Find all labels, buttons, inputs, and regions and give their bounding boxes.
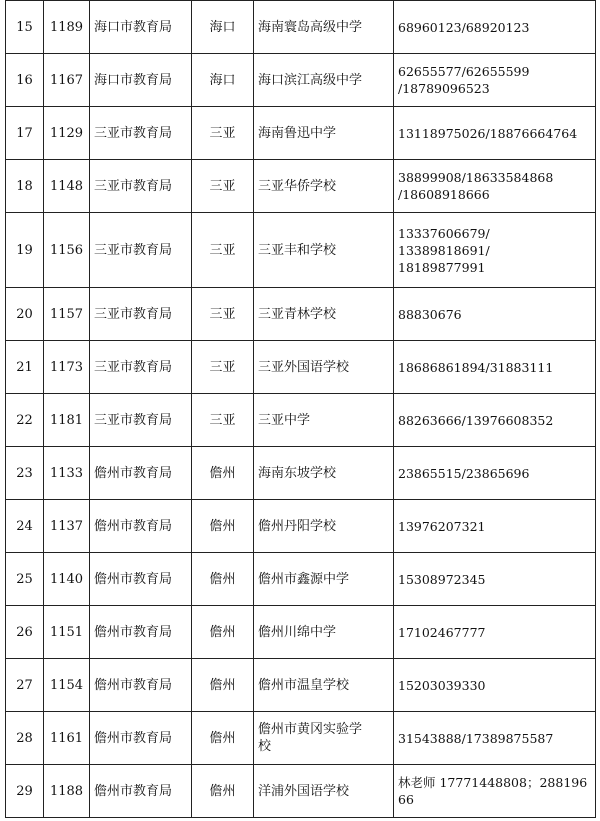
row-number: 21 — [6, 341, 44, 394]
row-number: 23 — [6, 447, 44, 500]
table-row — [6, 553, 596, 606]
school-name: 海口滨江高级中学 — [254, 54, 394, 107]
school-name: 儋州川绵中学 — [254, 606, 394, 659]
school-name: 三亚外国语学校 — [254, 341, 394, 394]
table-row — [6, 659, 596, 712]
school-code: 1133 — [44, 447, 90, 500]
school-code: 1154 — [44, 659, 90, 712]
education-bureau: 儋州市教育局 — [90, 765, 192, 818]
row-number: 19 — [6, 213, 44, 288]
school-name: 洋浦外国语学校 — [254, 765, 394, 818]
row-number: 18 — [6, 160, 44, 213]
education-bureau: 儋州市教育局 — [90, 659, 192, 712]
contact-phone: 15203039330 — [394, 659, 596, 712]
table-row — [6, 394, 596, 447]
school-code: 1148 — [44, 160, 90, 213]
school-code: 1129 — [44, 107, 90, 160]
contact-phone: 68960123/68920123 — [394, 1, 596, 54]
row-number: 26 — [6, 606, 44, 659]
contact-phone: 林老师 17771448808；28819666 — [394, 765, 596, 818]
education-bureau: 儋州市教育局 — [90, 447, 192, 500]
school-name: 三亚丰和学校 — [254, 213, 394, 288]
contact-phone: 13976207321 — [394, 500, 596, 553]
education-bureau: 儋州市教育局 — [90, 500, 192, 553]
school-name: 三亚中学 — [254, 394, 394, 447]
school-name: 三亚青林学校 — [254, 288, 394, 341]
education-bureau: 三亚市教育局 — [90, 160, 192, 213]
city-name: 三亚 — [192, 288, 254, 341]
table-row — [6, 341, 596, 394]
city-name: 儋州 — [192, 659, 254, 712]
school-name: 海南东坡学校 — [254, 447, 394, 500]
city-name: 儋州 — [192, 553, 254, 606]
table-row — [6, 213, 596, 288]
city-name: 海口 — [192, 1, 254, 54]
school-name: 三亚华侨学校 — [254, 160, 394, 213]
school-table — [5, 0, 596, 818]
city-name: 儋州 — [192, 712, 254, 765]
education-bureau: 儋州市教育局 — [90, 553, 192, 606]
table-row — [6, 712, 596, 765]
school-code: 1188 — [44, 765, 90, 818]
city-name: 海口 — [192, 54, 254, 107]
school-code: 1167 — [44, 54, 90, 107]
school-code: 1173 — [44, 341, 90, 394]
row-number: 16 — [6, 54, 44, 107]
school-name: 海南寰岛高级中学 — [254, 1, 394, 54]
city-name: 儋州 — [192, 765, 254, 818]
school-table-body — [6, 1, 596, 818]
school-name: 儋州市黄冈实验学 校 — [254, 712, 394, 765]
education-bureau: 三亚市教育局 — [90, 341, 192, 394]
contact-phone: 18686861894/31883111 — [394, 341, 596, 394]
contact-phone: 38899908/18633584868 /18608918666 — [394, 160, 596, 213]
table-row — [6, 500, 596, 553]
city-name: 三亚 — [192, 341, 254, 394]
table-row — [6, 54, 596, 107]
row-number: 27 — [6, 659, 44, 712]
contact-phone: 23865515/23865696 — [394, 447, 596, 500]
education-bureau: 三亚市教育局 — [90, 394, 192, 447]
school-code: 1181 — [44, 394, 90, 447]
row-number: 28 — [6, 712, 44, 765]
school-name: 海南鲁迅中学 — [254, 107, 394, 160]
contact-phone: 31543888/17389875587 — [394, 712, 596, 765]
school-code: 1157 — [44, 288, 90, 341]
contact-phone: 13337606679/ 13389818691/ 18189877991 — [394, 213, 596, 288]
contact-phone: 15308972345 — [394, 553, 596, 606]
row-number: 17 — [6, 107, 44, 160]
contact-phone: 62655577/62655599 /18789096523 — [394, 54, 596, 107]
city-name: 三亚 — [192, 394, 254, 447]
education-bureau: 三亚市教育局 — [90, 107, 192, 160]
row-number: 24 — [6, 500, 44, 553]
row-number: 20 — [6, 288, 44, 341]
table-row — [6, 447, 596, 500]
city-name: 儋州 — [192, 500, 254, 553]
school-name: 儋州丹阳学校 — [254, 500, 394, 553]
contact-phone: 88830676 — [394, 288, 596, 341]
city-name: 三亚 — [192, 160, 254, 213]
contact-phone: 88263666/13976608352 — [394, 394, 596, 447]
school-code: 1137 — [44, 500, 90, 553]
row-number: 15 — [6, 1, 44, 54]
table-row — [6, 160, 596, 213]
education-bureau: 海口市教育局 — [90, 54, 192, 107]
school-code: 1140 — [44, 553, 90, 606]
education-bureau: 三亚市教育局 — [90, 213, 192, 288]
education-bureau: 儋州市教育局 — [90, 712, 192, 765]
row-number: 22 — [6, 394, 44, 447]
table-row — [6, 107, 596, 160]
school-name: 儋州市鑫源中学 — [254, 553, 394, 606]
table-row — [6, 1, 596, 54]
school-code: 1156 — [44, 213, 90, 288]
education-bureau: 三亚市教育局 — [90, 288, 192, 341]
school-name: 儋州市温皇学校 — [254, 659, 394, 712]
school-code: 1151 — [44, 606, 90, 659]
table-row — [6, 288, 596, 341]
contact-phone: 13118975026/18876664764 — [394, 107, 596, 160]
city-name: 儋州 — [192, 606, 254, 659]
city-name: 三亚 — [192, 213, 254, 288]
contact-phone: 17102467777 — [394, 606, 596, 659]
city-name: 三亚 — [192, 107, 254, 160]
row-number: 25 — [6, 553, 44, 606]
education-bureau: 海口市教育局 — [90, 1, 192, 54]
school-code: 1189 — [44, 1, 90, 54]
education-bureau: 儋州市教育局 — [90, 606, 192, 659]
table-row — [6, 765, 596, 818]
school-code: 1161 — [44, 712, 90, 765]
city-name: 儋州 — [192, 447, 254, 500]
table-row — [6, 606, 596, 659]
row-number: 29 — [6, 765, 44, 818]
